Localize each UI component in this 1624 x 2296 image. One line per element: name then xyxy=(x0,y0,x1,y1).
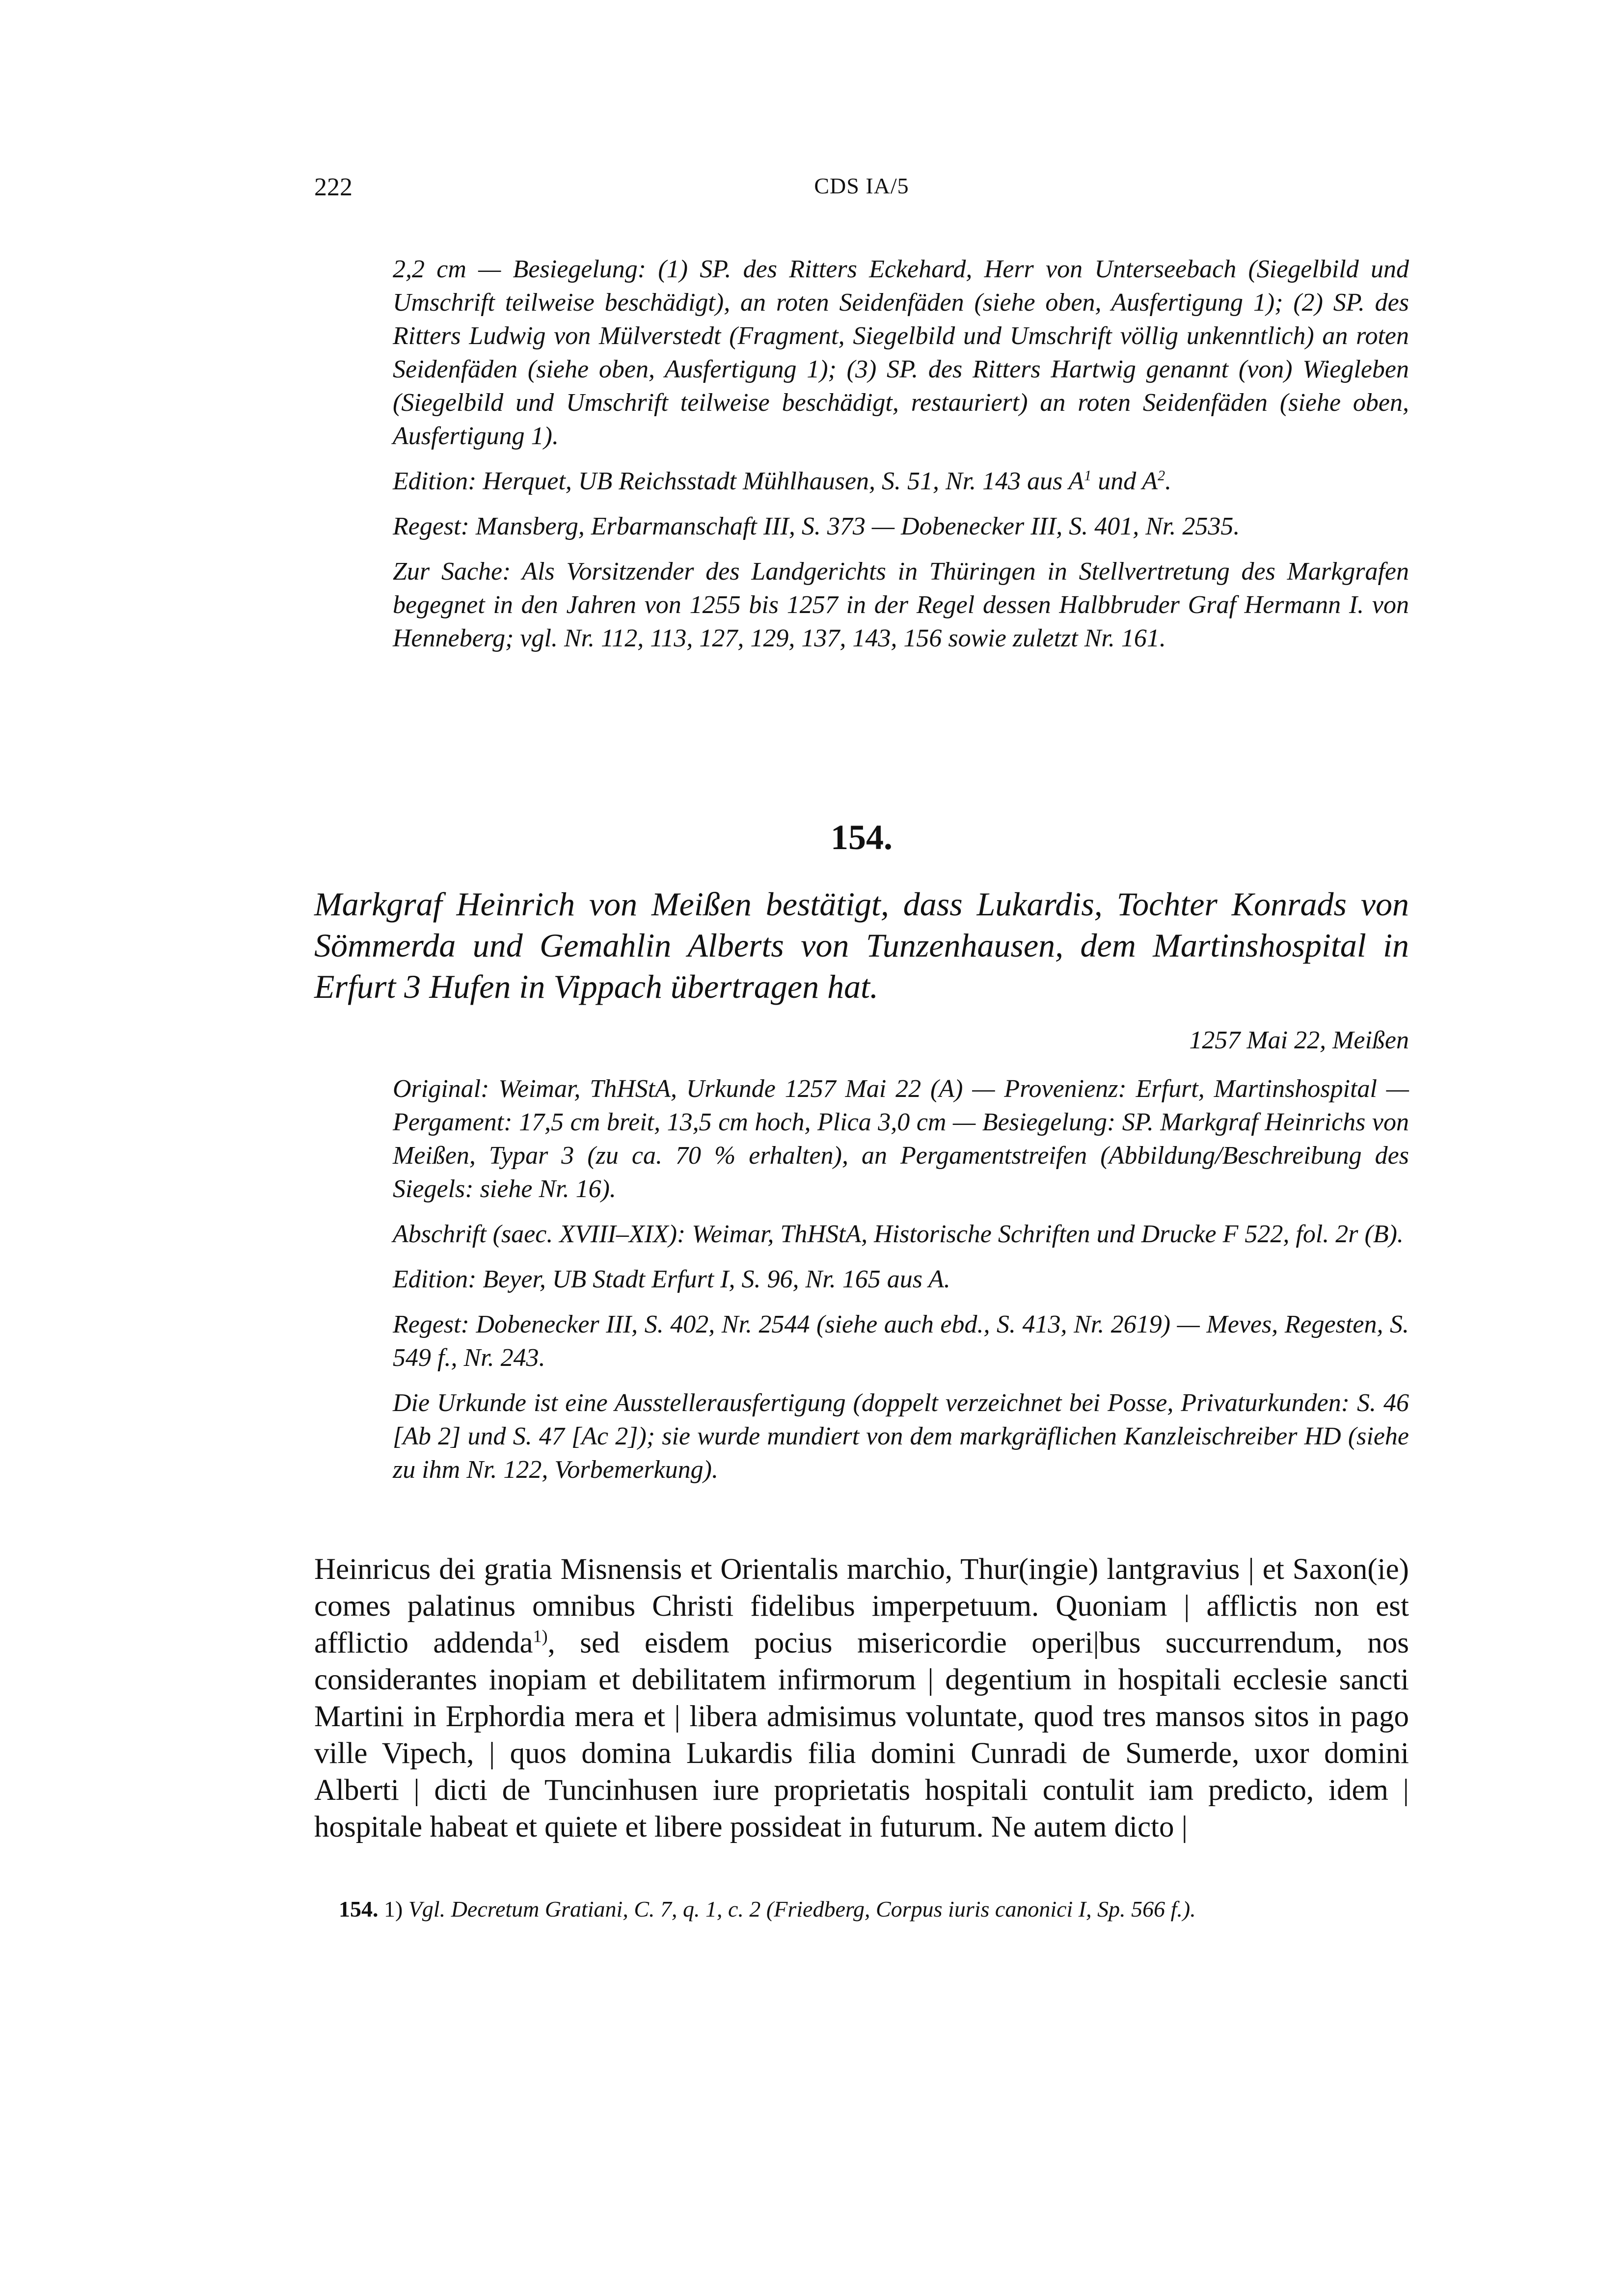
charter-text-part-b: , sed eisdem pocius misericordie operi|bus succurrendum, nos considerantes inopiam et debilitatem infirmorum | degentium in hospitali ecclesie sancti Martini in Erphordia mera et | libera admisimus voluntate, quod tres mansos sitos in pago ville Vipech, | quos domina Lukardis filia domini Cunradi de Sumerde, uxor domini Alberti | dicti de Tuncinhusen iure proprietatis hospitali contulit iam predicto, idem | hospitale habeat et quiete et libere possideat in futurum. Ne autem dicto | xyxy=(314,1627,1409,1843)
document-regest-heading: Markgraf Heinrich von Meißen bestätigt, dass Lukardis, Tochter Konrads von Sömmerda und Gemahlin Alberts von Tunzenhausen, dem Martinshospital in Erfurt 3 Hufen in Vippach übertragen hat. xyxy=(314,885,1409,1005)
abschrift-note: Abschrift (saec. XVIII–XIX): Weimar, ThHStA, Historische Schriften und Drucke F 522, fol. 2r (B). xyxy=(393,1220,1404,1248)
document-dateline: 1257 Mai 22, Meißen xyxy=(1189,1026,1409,1054)
running-title: CDS IA/5 xyxy=(814,173,909,198)
sealing-note-text: 2,2 cm — Besiegelung: (1) SP. des Ritters Eckehard, Herr von Unterseebach (Siegelbild und Umschrift teilweise beschädigt), an roten Seidenfäden (siehe oben, Ausfertigung 1); (2) SP. des Ritters Ludwig von Mülverstedt (Fragment, Siegelbild und Umschrift völlig unkenntlich) an roten Seidenfäden (siehe oben, Ausfertigung 1); (3) SP. des Ritters Hartwig genannt (von) Wiegleben (Siegelbild und Umschrift teilweise beschädigt, restauriert) an roten Seidenfäden (siehe oben, Ausfertigung 1). xyxy=(393,255,1409,450)
edition-note-text-b: und A xyxy=(1091,467,1158,495)
edition-sup-2: 2 xyxy=(1158,467,1165,484)
regest-note xyxy=(393,510,1409,543)
footnote-number: 154. xyxy=(339,1896,379,1922)
footnote-reference: 1) xyxy=(533,1626,548,1646)
preceding-notes xyxy=(393,253,1409,667)
page-header xyxy=(314,173,1409,212)
edition-note xyxy=(393,465,1409,498)
original-note: Original: Weimar, ThHStA, Urkunde 1257 Mai 22 (A) — Provenienz: Erfurt, Martinshospital — Pergament: 17,5 cm breit, 13,5 cm hoch, Plica 3,0 cm — Besiegelung: SP. Markgraf Heinrichs von Meißen, Typar 3 (zu ca. 70 % erhalten), an Pergamentstreifen (Abbildung/Beschreibung des Siegels: siehe Nr. 16). xyxy=(393,1075,1409,1203)
regest-note-text: Regest: Mansberg, Erbarmanschaft III, S. 373 — Dobenecker III, S. 401, Nr. 2535. xyxy=(393,512,1240,540)
document-edition-note: Edition: Beyer, UB Stadt Erfurt I, S. 96, Nr. 165 aus A. xyxy=(393,1265,950,1293)
document-number: 154. xyxy=(831,818,893,857)
edition-sup-1: 1 xyxy=(1084,467,1092,484)
edition-note-text-a: Edition: Herquet, UB Reichsstadt Mühlhausen, S. 51, Nr. 143 aus A xyxy=(393,467,1084,495)
footnote-text: Vgl. Decretum Gratiani, C. 7, q. 1, c. 2 (Friedberg, Corpus iuris canonici I, Sp. 566 f.). xyxy=(408,1896,1196,1922)
document-regest-note: Regest: Dobenecker III, S. 402, Nr. 2544 (siehe auch ebd., S. 413, Nr. 2619) — Meves, Regesten, S. 549 f., Nr. 243. xyxy=(393,1310,1409,1372)
document-remark-note: Die Urkunde ist eine Ausstellerausfertigung (doppelt verzeichnet bei Posse, Privaturkunden: S. 46 [Ab 2] und S. 47 [Ac 2]); sie wurde mundiert von dem markgräflichen Kanzleischreiber HD (siehe zu ihm Nr. 122, Vorbemerkung). xyxy=(393,1389,1409,1484)
footnote xyxy=(339,1895,1409,1924)
charter-text-part-a: Heinricus dei gratia Misnensis et Orientalis marchio, Thur(ingie) lantgravius | et Saxon(ie) comes palatinus omnibus Christi fidelibus imperpetuum. Quoniam | afflictis non est afflictio addenda xyxy=(314,1553,1409,1659)
edition-note-text-c: . xyxy=(1165,467,1172,495)
zur-sache-note-text: Zur Sache: Als Vorsitzender des Landgerichts in Thüringen in Stellvertretung des Markgrafen begegnet in den Jahren von 1255 bis 1257 in der Regel dessen Halbbruder Graf Hermann I. von Henneberg; vgl. Nr. 112, 113, 127, 129, 137, 143, 156 sowie zuletzt Nr. 161. xyxy=(393,558,1409,652)
footnote-marker: 1) xyxy=(384,1896,403,1922)
page-number: 222 xyxy=(314,173,352,201)
sealing-note xyxy=(393,253,1409,453)
zur-sache-note xyxy=(393,555,1409,655)
document-notes xyxy=(393,1072,1409,1498)
latin-charter-text xyxy=(314,1551,1409,1845)
